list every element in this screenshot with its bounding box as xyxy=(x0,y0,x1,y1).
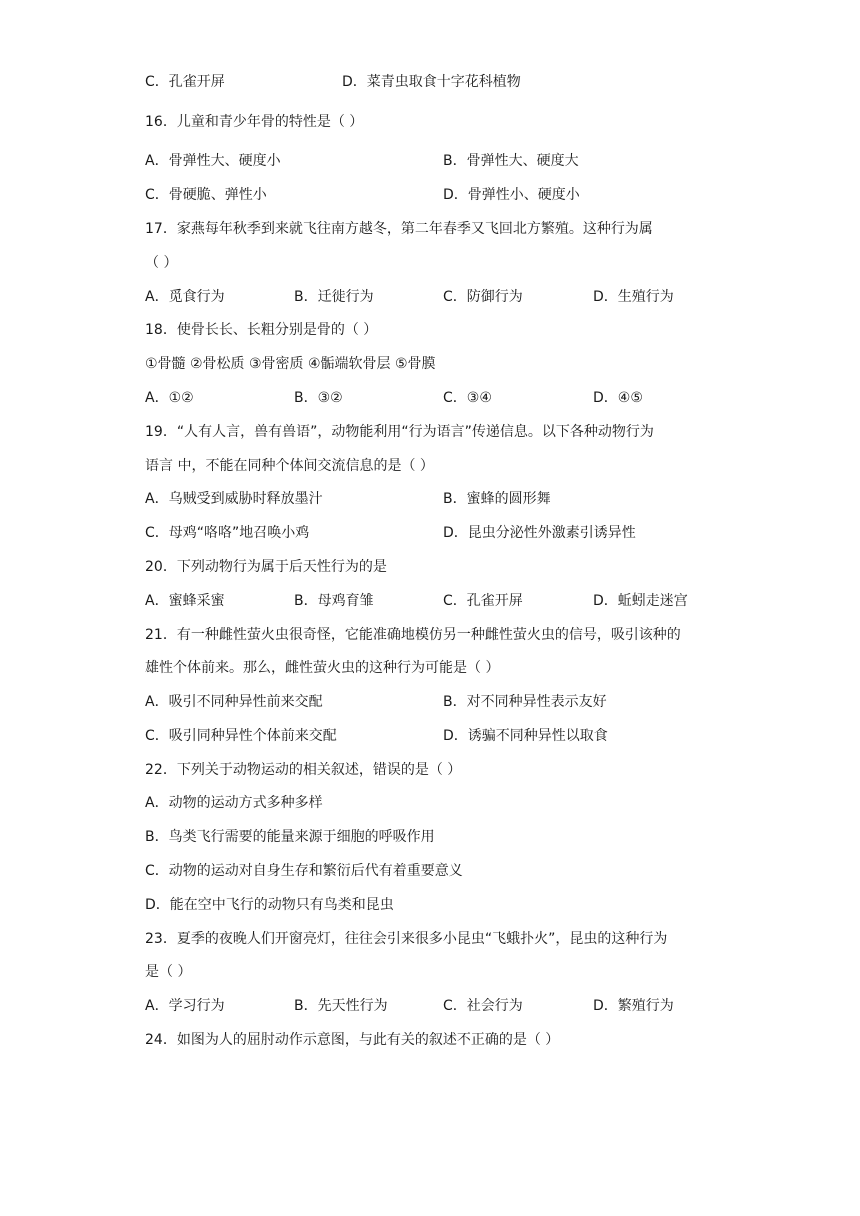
q18-option-a: A．①② xyxy=(145,390,194,406)
q21-stem-line-1: 21．有一种雌性萤火虫很奇怪，它能准确地模仿另一种雌性萤火虫的信号，吸引该种的 xyxy=(145,627,681,643)
q20-stem: 20．下列动物行为属于后天性行为的是 xyxy=(145,559,387,575)
q16-option-d: D．骨弹性小、硬度小 xyxy=(443,187,580,203)
q19-options-row-1 xyxy=(145,489,745,509)
q19-option-a: A．乌贼受到威胁时释放墨汁 xyxy=(145,491,323,507)
q20-option-a: A．蜜蜂采蜜 xyxy=(145,593,225,609)
q18-options-row xyxy=(145,388,745,408)
q16-option-b: B．骨弹性大、硬度大 xyxy=(443,153,579,169)
q22-option-a: A．动物的运动方式多种多样 xyxy=(145,795,323,811)
q20-option-b: B．母鸡育雏 xyxy=(294,593,374,609)
q20-option-d: D．蚯蚓走迷宫 xyxy=(593,593,688,609)
q21-option-a: A．吸引不同种异性前来交配 xyxy=(145,694,323,710)
q19-option-b: B．蜜蜂的圆形舞 xyxy=(443,491,551,507)
q21-options-row-2 xyxy=(145,726,745,746)
q18-option-d: D．④⑤ xyxy=(593,390,643,406)
q20-options-row xyxy=(145,591,745,611)
q15-option-d: D．菜青虫取食十字花科植物 xyxy=(342,74,521,90)
q15-options-row xyxy=(145,72,745,92)
q22-option-d: D．能在空中飞行的动物只有鸟类和昆虫 xyxy=(145,897,394,913)
q16-stem: 16．儿童和青少年骨的特性是（ ） xyxy=(145,114,364,130)
q23-option-b: B．先天性行为 xyxy=(294,998,388,1014)
q19-option-d: D．昆虫分泌性外激素引诱异性 xyxy=(443,525,636,541)
q18-stem: 18．使骨长长、长粗分别是骨的（ ） xyxy=(145,322,378,338)
q18-option-b: B．③② xyxy=(294,390,343,406)
q19-stem-line-1: 19．“人有人言，兽有兽语”，动物能利用“行为语言”传递信息。以下各种动物行为 xyxy=(145,424,654,440)
q21-option-b: B．对不同种异性表示友好 xyxy=(443,694,607,710)
q21-options-row-1 xyxy=(145,692,745,712)
q23-options-row xyxy=(145,996,745,1016)
q15-option-c: C．孔雀开屏 xyxy=(145,74,225,90)
q21-option-d: D．诱骗不同种异性以取食 xyxy=(443,728,608,744)
q16-option-c: C．骨硬脆、弹性小 xyxy=(145,187,267,203)
q17-option-d: D．生殖行为 xyxy=(593,289,674,305)
q17-stem-line-2: （ ） xyxy=(145,255,178,271)
q24-stem: 24．如图为人的屈肘动作示意图，与此有关的叙述不正确的是（ ） xyxy=(145,1032,560,1048)
q16-options-row-2 xyxy=(145,185,745,205)
q22-option-b: B．鸟类飞行需要的能量来源于细胞的呼吸作用 xyxy=(145,829,435,845)
q20-option-c: C．孔雀开屏 xyxy=(443,593,523,609)
q16-option-a: A．骨弹性大、硬度小 xyxy=(145,153,281,169)
q17-option-a: A．觅食行为 xyxy=(145,289,225,305)
q16-options-row-1 xyxy=(145,151,745,171)
q17-stem-line-1: 17．家燕每年秋季到来就飞往南方越冬，第二年春季又飞回北方繁殖。这种行为属 xyxy=(145,221,653,237)
q19-option-c: C．母鸡“咯咯”地召唤小鸡 xyxy=(145,525,310,541)
q23-stem-line-1: 23．夏季的夜晚人们开窗亮灯，往往会引来很多小昆虫“飞蛾扑火”，昆虫的这种行为 xyxy=(145,931,668,947)
q22-stem: 22．下列关于动物运动的相关叙述，错误的是（ ） xyxy=(145,762,462,778)
q18-parts: ①骨髓 ②骨松质 ③骨密质 ④骺端软骨层 ⑤骨膜 xyxy=(145,356,436,372)
q19-options-row-2 xyxy=(145,523,745,543)
q17-options-row xyxy=(145,287,745,307)
q23-option-c: C．社会行为 xyxy=(443,998,523,1014)
q17-option-b: B．迁徙行为 xyxy=(294,289,374,305)
q23-option-a: A．学习行为 xyxy=(145,998,225,1014)
q23-option-d: D．繁殖行为 xyxy=(593,998,674,1014)
q22-option-c: C．动物的运动对自身生存和繁衍后代有着重要意义 xyxy=(145,863,463,879)
q19-stem-line-2: 语言 中，不能在同种个体间交流信息的是（ ） xyxy=(145,458,434,474)
q18-option-c: C．③④ xyxy=(443,390,492,406)
q21-option-c: C．吸引同种异性个体前来交配 xyxy=(145,728,337,744)
q21-stem-line-2: 雄性个体前来。那么，雌性萤火虫的这种行为可能是（ ） xyxy=(145,660,500,676)
q23-stem-line-2: 是（ ） xyxy=(145,964,192,980)
q17-option-c: C．防御行为 xyxy=(443,289,523,305)
